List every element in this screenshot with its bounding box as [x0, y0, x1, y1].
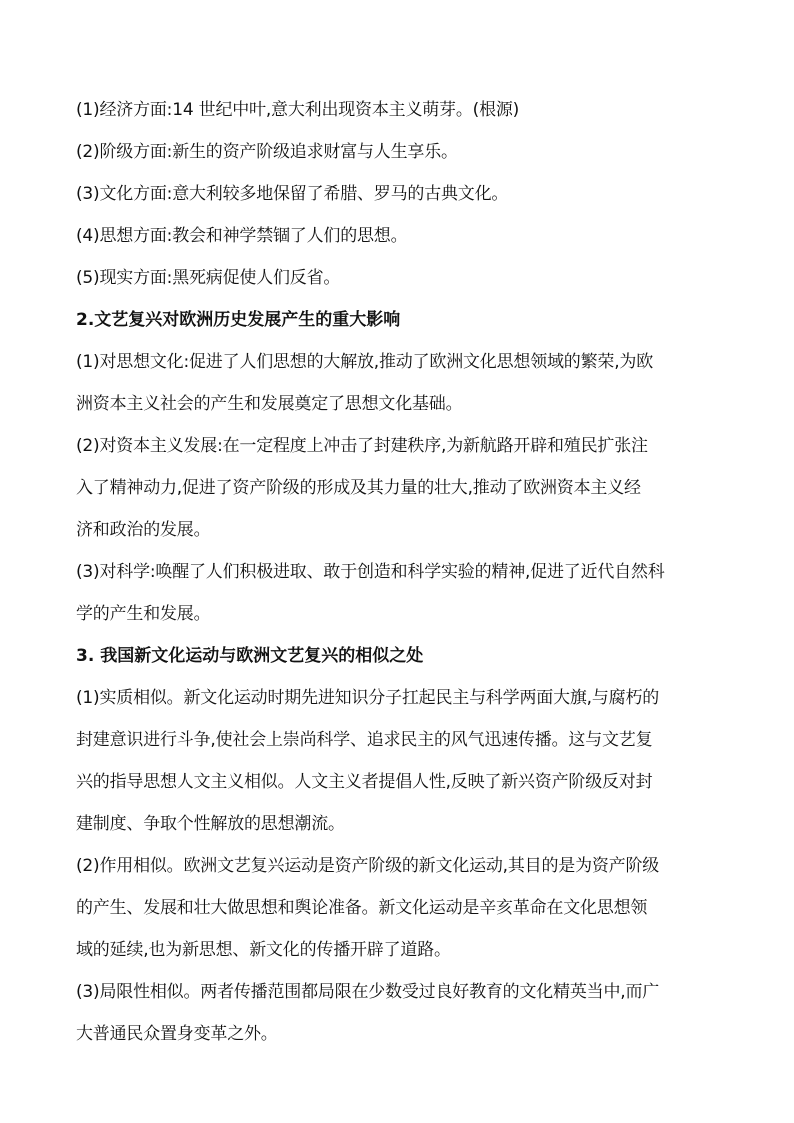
paragraph-line: 的产生、发展和壮大做思想和舆论准备。新文化运动是辛亥革命在文化思想领 — [76, 898, 648, 918]
section-influence — [76, 310, 724, 625]
section-heading: 3. 我国新文化运动与欧洲文艺复兴的相似之处 — [76, 646, 424, 666]
paragraph-limitation — [76, 982, 724, 1045]
paragraph-line: (3)局限性相似。两者传播范围都局限在少数受过良好教育的文化精英当中,而广 — [76, 982, 660, 1002]
paragraph-line: (2)对资本主义发展:在一定程度上冲击了封建秩序,为新航路开辟和殖民扩张注 — [76, 436, 648, 456]
paragraph-line: 济和政治的发展。 — [76, 520, 211, 540]
paragraph-line: 入了精神动力,促进了资产阶级的形成及其力量的壮大,推动了欧洲资本主义经 — [76, 478, 641, 498]
paragraph-line: 域的延续,也为新思想、新文化的传播开辟了道路。 — [76, 940, 451, 960]
paragraph-thought-culture — [76, 352, 724, 415]
paragraph-essence — [76, 688, 724, 835]
section-heading: 2.文艺复兴对欧洲历史发展产生的重大影响 — [76, 310, 401, 330]
paragraph-line: (3)对科学:唤醒了人们积极进取、敢于创造和科学实验的精神,促进了近代自然科 — [76, 562, 665, 582]
paragraph-line: 建制度、争取个性解放的思想潮流。 — [76, 814, 345, 834]
section-causes — [76, 100, 724, 289]
paragraph-line: 封建意识进行斗争,使社会上崇尚科学、追求民主的风气迅速传播。这与文艺复 — [76, 730, 653, 750]
cause-class: (2)阶级方面:新生的资产阶级追求财富与人生享乐。 — [76, 142, 458, 162]
paragraph-line: 洲资本主义社会的产生和发展奠定了思想文化基础。 — [76, 394, 463, 414]
document-body — [76, 100, 724, 1066]
paragraph-line: (1)实质相似。新文化运动时期先进知识分子扛起民主与科学两面大旗,与腐朽的 — [76, 688, 660, 708]
paragraph-line: (2)作用相似。欧洲文艺复兴运动是资产阶级的新文化运动,其目的是为资产阶级 — [76, 856, 660, 876]
paragraph-capitalism — [76, 436, 724, 541]
paragraph-role — [76, 856, 724, 961]
cause-reality: (5)现实方面:黑死病促使人们反省。 — [76, 268, 341, 288]
paragraph-line: 大普通民众置身变革之外。 — [76, 1024, 278, 1044]
section-similarities — [76, 646, 724, 1045]
paragraph-line: 学的产生和发展。 — [76, 604, 211, 624]
paragraph-line: 兴的指导思想人文主义相似。人文主义者提倡人性,反映了新兴资产阶级反对封 — [76, 772, 653, 792]
cause-thought: (4)思想方面:教会和神学禁锢了人们的思想。 — [76, 226, 408, 246]
paragraph-line: (1)对思想文化:促进了人们思想的大解放,推动了欧洲文化思想领域的繁荣,为欧 — [76, 352, 654, 372]
paragraph-science — [76, 562, 724, 625]
cause-culture: (3)文化方面:意大利较多地保留了希腊、罗马的古典文化。 — [76, 184, 509, 204]
cause-economy: (1)经济方面:14 世纪中叶,意大利出现资本主义萌芽。(根源) — [76, 100, 520, 120]
